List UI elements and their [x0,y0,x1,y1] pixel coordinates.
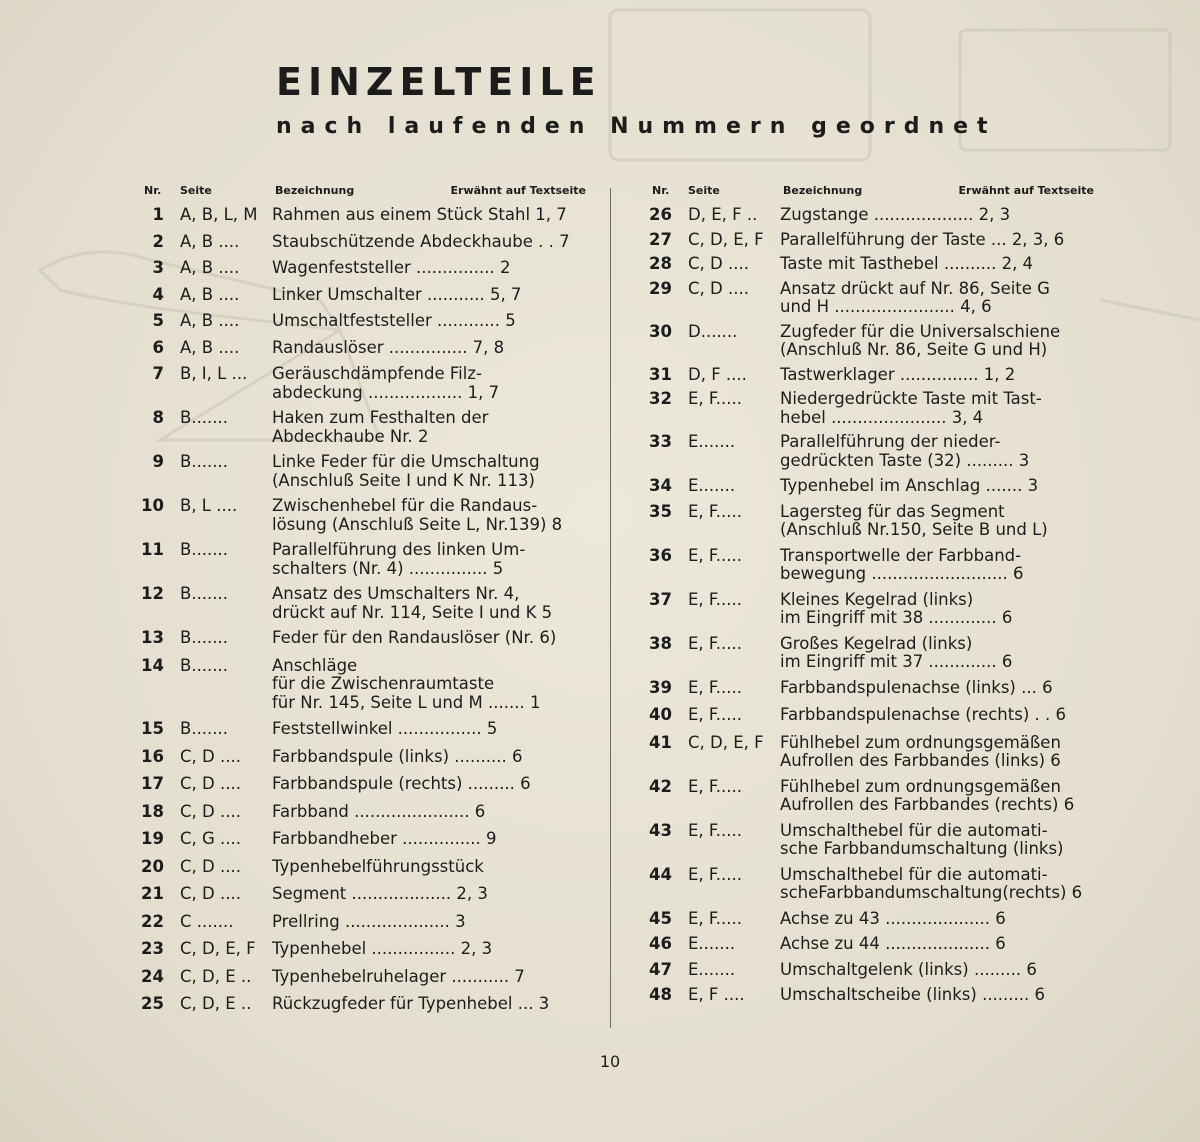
part-number: 30 [649,321,672,341]
part-description: Rückzugfeder für Typenhebel ... 3 [272,994,550,1013]
part-description: Fühlhebel zum ordnungsgemäßen Aufrollen des Farbbandes (rechts) 6 [780,776,1075,814]
part-number: 27 [649,229,672,249]
table-row [140,312,590,331]
table-row [140,286,590,305]
part-description: Linker Umschalter ........... 5, 7 [272,284,522,304]
part-description: Rahmen aus einem Stück Stahl 1, 7 [272,205,567,224]
table-row [140,365,590,402]
part-number: 8 [152,408,164,427]
page-title: EINZELTEILE [276,60,602,104]
part-pages: E, F..... [688,502,742,521]
part-description: Farbband ...................... 6 [272,801,486,821]
table-row [648,323,1098,360]
part-number: 2 [152,231,164,251]
part-number: 47 [649,959,672,979]
part-number: 40 [649,705,672,724]
part-pages: C, D .... [688,279,749,298]
header-nr: Nr. [144,184,162,197]
part-pages: E, F..... [688,777,742,796]
table-row [648,366,1098,385]
part-number: 14 [141,655,164,675]
part-pages: A, B .... [180,232,240,251]
part-description: Kleines Kegelrad (links) im Eingriff mit 38 ............. 6 [780,589,1013,627]
table-row [140,339,590,358]
part-pages: C, D, E, F [688,230,764,249]
part-number: 4 [152,284,164,304]
part-description: Großes Kegelrad (links) im Eingriff mit 37 ............. 6 [780,633,1013,671]
part-pages: B....... [180,720,229,738]
part-number: 32 [649,389,672,408]
part-number: 13 [141,628,164,647]
part-number: 26 [649,205,672,224]
part-number: 44 [649,864,672,884]
part-description: Taste mit Tasthebel .......... 2, 4 [780,254,1034,273]
part-number: 11 [141,540,164,559]
part-number: 22 [141,911,164,931]
part-pages: E, F..... [688,390,742,408]
part-number: 42 [649,776,672,796]
table-row [140,453,590,490]
part-description: Tastwerklager ............... 1, 2 [780,364,1016,384]
part-number: 21 [141,884,164,903]
table-row [140,409,590,446]
table-row [648,206,1098,225]
part-pages: C, D, E, F [688,733,764,752]
part-description: Ansatz drückt auf Nr. 86, Seite G und H ....................... 4, 6 [780,278,1050,316]
table-row [140,259,590,278]
part-description: Wagenfeststeller ............... 2 [272,258,511,277]
part-pages: D, E, F .. [688,206,758,224]
part-number: 48 [649,985,672,1004]
table-row [648,280,1098,317]
part-number: 38 [649,633,672,653]
part-description: Parallelführung der Taste ... 2, 3, 6 [780,229,1065,249]
part-pages: B....... [180,541,229,559]
part-description: Parallelführung der nieder- gedrückten Taste (32) ......... 3 [780,432,1030,470]
part-number: 12 [141,584,164,603]
table-row [140,748,590,767]
part-description: Feststellwinkel ................ 5 [272,719,498,738]
page-number: 10 [599,1052,621,1071]
part-number: 15 [141,719,164,738]
header-nr: Nr. [652,184,670,197]
part-number: 5 [152,311,164,330]
part-pages: E....... [688,935,736,953]
table-row [648,635,1098,672]
part-description: Haken zum Festhalten der Abdeckhaube Nr. 2 [272,408,489,446]
part-pages: B....... [180,656,229,675]
part-number: 33 [649,432,672,451]
part-number: 6 [152,337,164,357]
header-bezeichnung: Bezeichnung [275,184,355,197]
part-pages: B....... [180,409,229,427]
part-description: Farbbandspule (links) .......... 6 [272,746,523,766]
header-erwaehnt: Erwähnt auf Textseite [958,184,1094,197]
part-pages: C, D .... [688,255,749,273]
table-row [140,585,590,622]
part-number: 29 [649,278,672,298]
part-description: Umschaltfeststeller ............ 5 [272,311,516,330]
part-pages: E, F..... [688,865,742,884]
page-subtitle: nach laufenden Nummern geordnet [276,114,997,139]
part-description: Umschalthebel für die automati- sche Farbbandumschaltung (links) [780,820,1064,858]
table-row [648,503,1098,540]
part-number: 17 [141,774,164,793]
part-pages: C, D, E .. [180,967,252,986]
table-row [140,233,590,252]
table-row [140,885,590,904]
part-description: Ansatz des Umschalters Nr. 4, drückt auf Nr. 114, Seite I und K 5 [272,584,553,622]
part-pages: B....... [180,629,229,647]
table-row [648,679,1098,698]
part-pages: E, F..... [688,634,742,653]
part-number: 34 [649,476,672,495]
table-row [140,497,590,534]
table-row [140,968,590,987]
part-pages: E, F..... [688,821,742,840]
part-number: 1 [152,205,164,224]
part-description: Staubschützende Abdeckhaube . . 7 [272,231,570,251]
part-pages: E....... [688,960,736,979]
part-number: 28 [649,254,672,273]
part-number: 46 [649,934,672,953]
table-header [648,180,1098,206]
parts-table-left [140,180,590,1014]
part-number: 3 [152,258,164,277]
part-number: 39 [649,677,672,697]
part-pages: A, B .... [180,285,240,304]
table-row [648,433,1098,470]
table-row [140,803,590,822]
table-row [140,206,590,225]
part-number: 35 [649,501,672,521]
part-number: 31 [649,364,672,384]
part-pages: E, F..... [688,590,742,609]
table-row [648,547,1098,584]
part-number: 45 [649,908,672,928]
part-pages: E....... [688,477,736,495]
table-row [140,720,590,739]
table-row [648,255,1098,274]
part-number: 36 [649,545,672,565]
part-description: Umschaltgelenk (links) ......... 6 [780,959,1037,979]
part-pages: C, D .... [180,747,241,766]
table-row [648,477,1098,496]
part-description: Typenhebel im Anschlag ....... 3 [780,476,1039,495]
part-pages: C, D, E, F [180,940,256,958]
table-row [140,830,590,849]
part-description: Zugstange ................... 2, 3 [780,205,1011,224]
part-description: Zugfeder für die Universalschiene (Anschluß Nr. 86, Seite G und H) [780,321,1061,359]
part-pages: C, D, E .. [180,995,252,1013]
table-row [140,775,590,794]
part-description: Prellring .................... 3 [272,911,466,931]
part-number: 18 [141,801,164,821]
part-pages: D, F .... [688,365,747,384]
part-pages: C, D .... [180,885,241,903]
table-row [140,629,590,648]
part-description: Farbbandheber ............... 9 [272,829,497,848]
part-description: Fühlhebel zum ordnungsgemäßen Aufrollen des Farbbandes (links) 6 [780,732,1061,770]
column-divider [610,188,611,1028]
header-erwaehnt: Erwähnt auf Textseite [450,184,586,197]
part-pages: D....... [688,322,738,341]
table-row [648,822,1098,859]
part-pages: A, B .... [180,338,240,357]
part-number: 9 [152,452,164,471]
part-description: Farbbandspule (rechts) ......... 6 [272,774,531,793]
part-description: Feder für den Randauslöser (Nr. 6) [272,628,557,647]
part-pages: E, F..... [688,706,742,724]
table-row [648,591,1098,628]
table-row [140,541,590,578]
table-row [648,910,1098,929]
part-pages: E....... [688,433,736,451]
part-pages: C, D .... [180,857,241,876]
table-row [140,858,590,877]
part-description: Niedergedrückte Taste mit Tast- hebel ...................... 3, 4 [780,389,1042,427]
part-number: 16 [141,746,164,766]
part-description: Randauslöser ............... 7, 8 [272,337,505,357]
part-description: Linke Feder für die Umschaltung (Anschluß Seite I und K Nr. 113) [272,452,540,490]
table-header [140,180,590,206]
part-pages: E, F..... [688,678,742,697]
table-row [648,231,1098,250]
part-number: 24 [141,966,164,986]
table-row [140,913,590,932]
part-description: Geräuschdämpfende Filz- abdeckung .................. 1, 7 [272,364,500,402]
part-number: 10 [141,496,164,515]
part-pages: C, D .... [180,802,241,821]
part-description: Typenhebel ................ 2, 3 [272,939,493,958]
part-number: 37 [649,589,672,609]
table-row [648,986,1098,1005]
part-description: Achse zu 44 .................... 6 [780,934,1006,953]
part-pages: B....... [180,453,229,471]
table-row [648,961,1098,980]
part-pages: C ....... [180,912,234,931]
part-pages: E, F .... [688,986,745,1004]
part-description: Transportwelle der Farbband- bewegung .......................... 6 [780,545,1024,583]
part-description: Parallelführung des linken Um- schalters (Nr. 4) ............... 5 [272,540,526,578]
table-body-right [648,206,1098,1005]
part-number: 7 [152,364,164,383]
table-row [140,657,590,713]
part-number: 20 [141,856,164,876]
part-pages: E, F..... [688,909,742,928]
part-description: Umschaltscheibe (links) ......... 6 [780,985,1046,1004]
table-row [140,995,590,1014]
header-bezeichnung: Bezeichnung [783,184,863,197]
part-pages: A, B, L, M [180,206,258,224]
part-description: Farbbandspulenachse (rechts) . . 6 [780,705,1066,724]
part-description: Typenhebelruhelager ........... 7 [272,966,525,986]
part-description: Typenhebelführungsstück [272,856,484,876]
table-row [648,935,1098,954]
table-body-left [140,206,590,1014]
part-description: Segment ................... 2, 3 [272,884,488,903]
table-row [648,390,1098,427]
part-pages: C, G .... [180,830,242,848]
part-description: Achse zu 43 .................... 6 [780,908,1006,928]
part-number: 43 [649,820,672,840]
part-description: Zwischenhebel für die Randaus- lösung (Anschluß Seite L, Nr.139) 8 [272,496,563,534]
header-seite: Seite [180,184,212,197]
part-number: 41 [649,732,672,752]
header-seite: Seite [688,184,720,197]
table-row [648,866,1098,903]
part-pages: A, B .... [180,312,240,330]
part-number: 23 [141,939,164,958]
table-row [648,734,1098,771]
part-pages: B, I, L ... [180,365,248,383]
part-pages: E, F..... [688,546,742,565]
part-pages: A, B .... [180,259,240,277]
part-description: Farbbandspulenachse (links) ... 6 [780,677,1053,697]
table-row [140,940,590,959]
part-description: Lagersteg für das Segment (Anschluß Nr.150, Seite B und L) [780,501,1048,539]
part-pages: B, L .... [180,497,238,515]
parts-table-right [648,180,1098,1005]
table-row [648,778,1098,815]
table-row [648,706,1098,725]
part-number: 25 [141,994,164,1013]
part-number: 19 [141,829,164,848]
part-description: Anschläge für die Zwischenraumtaste für Nr. 145, Seite L und M ....... 1 [272,655,541,712]
part-description: Umschalthebel für die automati- scheFarbbandumschaltung(rechts) 6 [780,864,1083,902]
part-pages: C, D .... [180,775,241,793]
part-pages: B....... [180,585,229,603]
